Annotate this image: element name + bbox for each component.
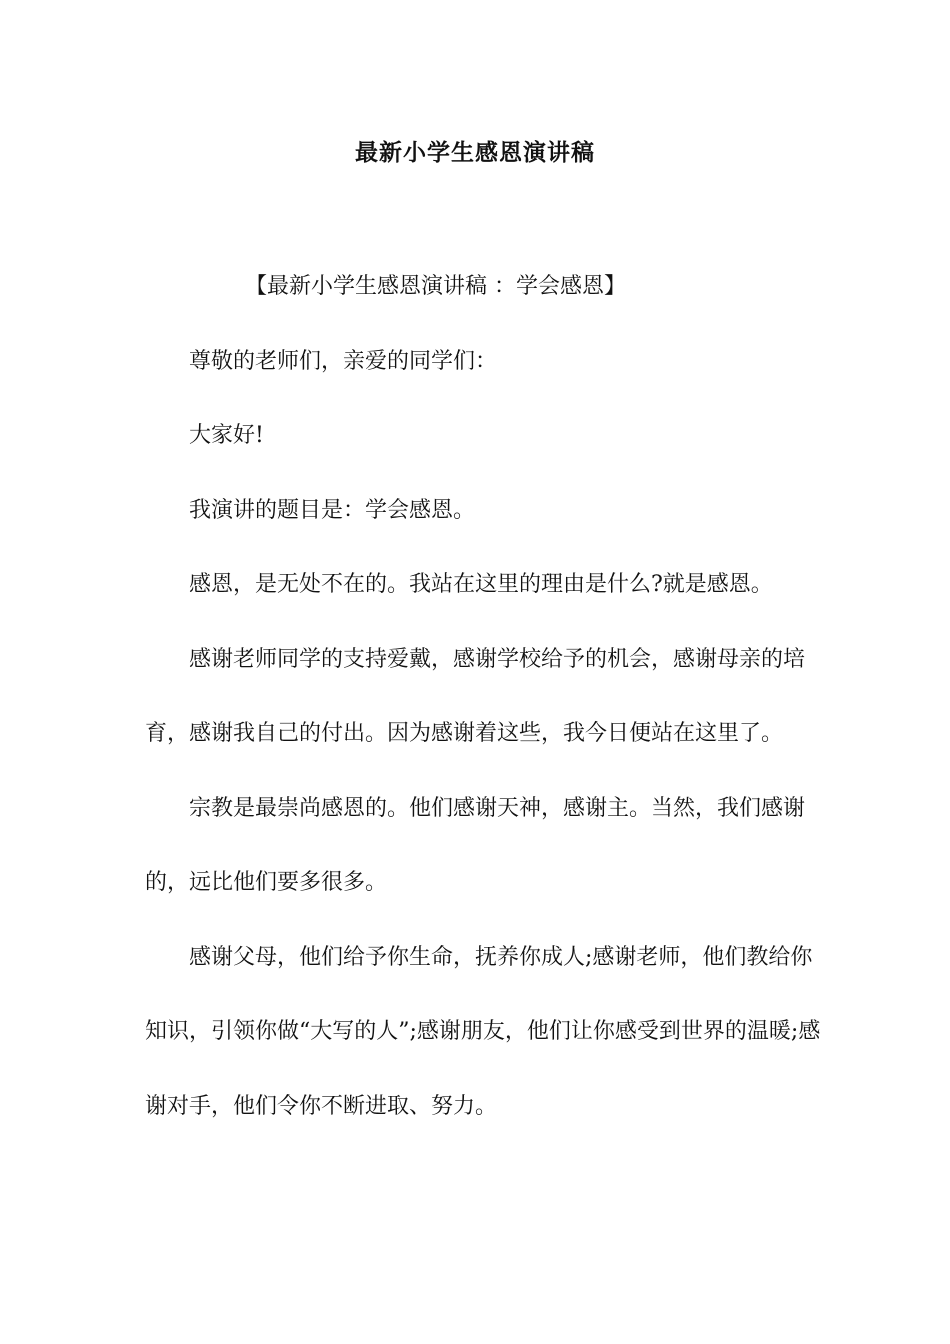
paragraph-thanks-teachers-school: 感谢老师同学的支持爱戴，感谢学校给予的机会，感谢母亲的培育，感谢我自己的付出。因为感谢着这些，我今日便站在这里了。 — [145, 646, 806, 746]
paragraph-gratitude-everywhere: 感恩，是无处不在的。我站在这里的理由是什么?就是感恩。 — [189, 572, 773, 597]
speech-subtitle: 【最新小学生感恩演讲稿 ：学会感恩】 — [245, 274, 626, 299]
paragraph-hello: 大家好! — [189, 423, 264, 448]
document-body — [145, 250, 825, 1144]
paragraph-religion: 宗教是最崇尚感恩的。他们感谢天神，感谢主。当然，我们感谢的，远比他们要多很多。 — [145, 795, 806, 895]
paragraph-thanks-parents-friends: 感谢父母，他们给予你生命，抚养你成人;感谢老师，他们教给你知识，引领你做“大写的人”;感谢朋友，他们让你感受到世界的温暖;感谢对手，他们令你不断进取、努力。 — [145, 944, 821, 1119]
document-title: 最新小学生感恩演讲稿 — [355, 140, 595, 166]
paragraph-greeting: 尊敬的老师们，亲爱的同学们： — [189, 348, 498, 374]
paragraph-topic: 我演讲的题目是：学会感恩。 — [189, 497, 476, 523]
